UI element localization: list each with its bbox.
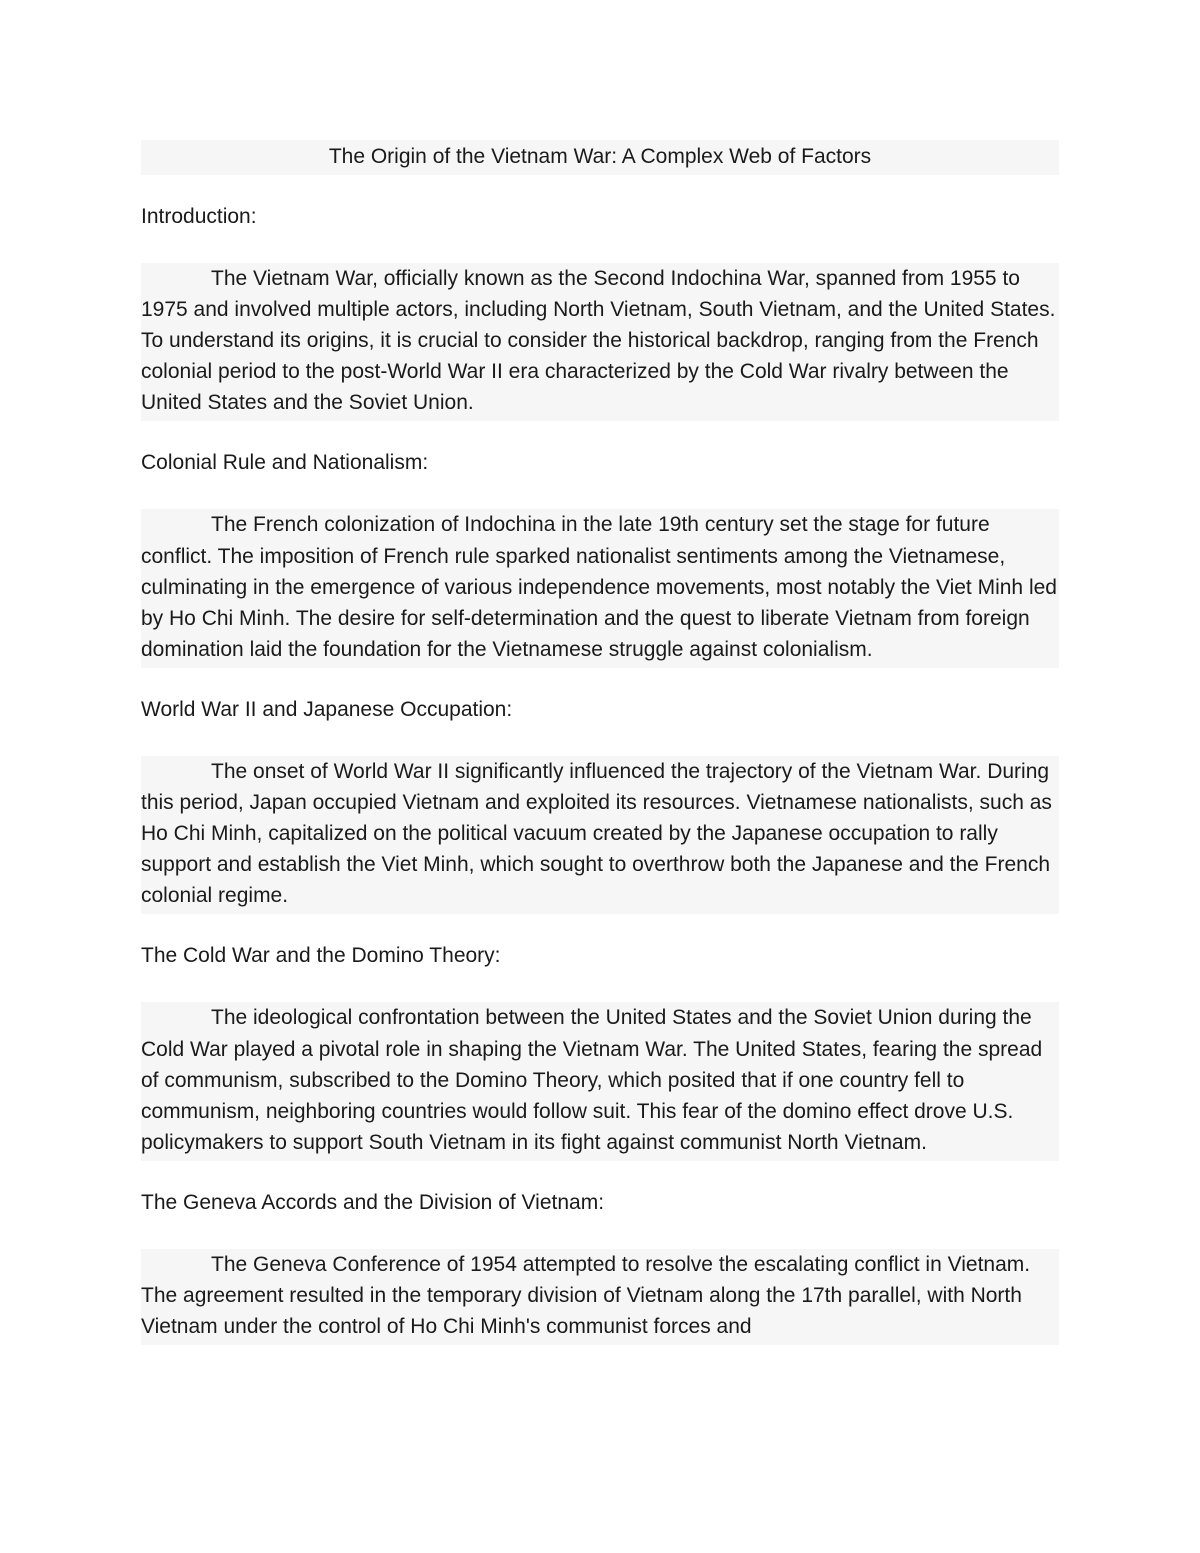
section-body-cold-war: The ideological confrontation between the United States and the Soviet Union during the Cold War played a pivotal role in shaping the Vietnam War. The United States, fearing the spread of communism, subscribed to the Domino Theory, which posited that if one country fell to communism, neighboring countries would follow suit. This fear of the domino effect drove U.S. policymakers to support South Vietnam in its fight against communist North Vietnam.: [141, 1002, 1059, 1160]
section-body-introduction: The Vietnam War, officially known as the Second Indochina War, spanned from 1955 to 1975 and involved multiple actors, including North Vietnam, South Vietnam, and the United States. To understand its origins, it is crucial to consider the historical backdrop, ranging from the French colonial period to the post-World War II era characterized by the Cold War rivalry between the United States and the Soviet Union.: [141, 263, 1059, 421]
section-heading-colonial-rule: Colonial Rule and Nationalism:: [141, 451, 429, 475]
section-body-colonial-rule: The French colonization of Indochina in the late 19th century set the stage for future conflict. The imposition of French rule sparked nationalist sentiments among the Vietnamese, culminating in the emergence of various independence movements, most notably the Viet Minh led by Ho Chi Minh. The desire for self-determination and the quest to liberate Vietnam from foreign domination laid the foundation for the Vietnamese struggle against colonialism.: [141, 509, 1059, 667]
section-body-geneva-accords: The Geneva Conference of 1954 attempted to resolve the escalating conflict in Vietnam. The agreement resulted in the temporary division of Vietnam along the 17th parallel, with North Vietnam under the control of Ho Chi Minh's communist forces and: [141, 1249, 1059, 1345]
section-heading-geneva-accords: The Geneva Accords and the Division of Vietnam:: [141, 1190, 605, 1214]
document-page: [141, 140, 1059, 1345]
document-title: The Origin of the Vietnam War: A Complex Web of Factors: [141, 140, 1059, 175]
section-heading-cold-war: The Cold War and the Domino Theory:: [141, 944, 501, 968]
section-heading-introduction: Introduction:: [141, 205, 257, 228]
section-heading-world-war-ii: World War II and Japanese Occupation:: [141, 697, 513, 721]
section-body-world-war-ii: The onset of World War II significantly influenced the trajectory of the Vietnam War. During this period, Japan occupied Vietnam and exploited its resources. Vietnamese nationalists, such as Ho Chi Minh, capitalized on the political vacuum created by the Japanese occupation to rally support and establish the Viet Minh, which sought to overthrow both the Japanese and the French colonial regime.: [141, 756, 1059, 914]
